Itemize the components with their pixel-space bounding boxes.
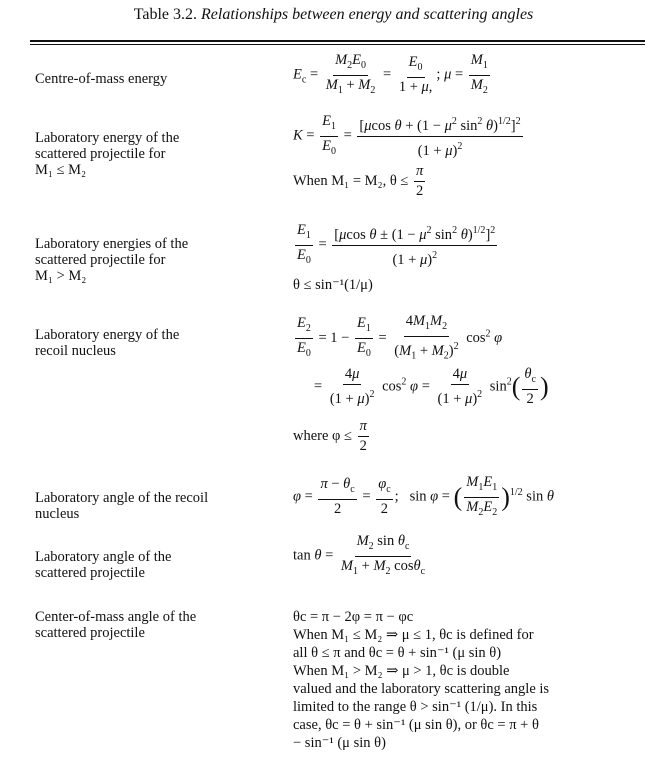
- cm-line-6: limited to the range θ > sin⁻¹ (1/μ). In this: [293, 699, 538, 715]
- cm-line-4: When M₁ > M₂ ⇒ μ > 1, θc is double: [293, 663, 510, 679]
- caption-prefix: Table 3.2.: [133, 6, 198, 23]
- row-label-lab-angle-recoil: Laboratory angle of the recoil nucleus: [35, 490, 209, 522]
- row-label-cm-angle-projectile: Center-of-mass angle of the scattered projectile: [35, 609, 197, 641]
- eq-where-phi: where φ ≤ $\frac{\pi}{2}$: [293, 418, 367, 454]
- row-label-lab-energies-projectile: Laboratory energies of the scattered projectile for M₁ > M₂: [35, 236, 189, 284]
- eq-cm-energy: $E_c$ = $\frac{M_2E_0}{M_1 + M_2}$ = $\frac{E_0}{1 + \mu,}$ ; μ = $\frac{M_1}{M_2}$: [293, 52, 488, 96]
- eq-lab-angle-projectile: tan θ = $\frac{M_2 \sin \theta_c}{M_1 + M_2 \cos\theta_c}$: [293, 533, 426, 577]
- eq-when-equal-masses: When M₁ = M₂, θ ≤ $\frac{\pi}{2}$: [293, 163, 424, 199]
- cm-line-3: all θ ≤ π and θc = θ + sin⁻¹ (μ sin θ): [293, 645, 502, 661]
- eq-lab-energy-projectile: K = $\frac{E_1}{E_0}$ = $\frac{[\mu\cos \theta + (1 - \mu^2 \sin^2 \theta)^{1/2}]^2}{(1 + \mu)^2}$: [293, 113, 521, 159]
- cm-line-8: − sin⁻¹ (μ sin θ): [293, 735, 386, 751]
- top-rule-thin: [30, 44, 645, 45]
- eq-lab-energies-projectile: $\frac{E_1}{E_0}$ = $\frac{[\mu\cos \theta \pm (1 - \mu^2 \sin^2 \theta)^{1/2}]^2}{(1 + \mu)^2}$: [297, 222, 496, 268]
- eq-theta-limit: θ ≤ sin⁻¹(1/μ): [293, 277, 373, 293]
- eq-lab-energy-recoil-1: $\frac{E_2}{E_0}$ = 1 − $\frac{E_1}{E_0}$ = $\frac{4M_1M_2}{(M_1 + M_2)^2}$ $\cos^2 \varphi$: [297, 313, 503, 362]
- cm-line-2: When M₁ ≤ M₂ ⇒ μ ≤ 1, θc is defined for: [293, 627, 534, 643]
- row-label-lab-energy-recoil: Laboratory energy of the recoil nucleus: [35, 327, 180, 359]
- row-label-lab-energy-projectile: Laboratory energy of the scattered projectile for M₁ ≤ M₂: [35, 130, 180, 178]
- eq-lab-angle-recoil: φ = $\frac{\pi - \theta_c}{2}$ = $\frac{\varphi_c}{2}$ ; sin φ = ( $\frac{M_1E_1}{M_2E_2}$ )$^{1/2}$ sin θ: [293, 474, 554, 518]
- top-rule-thick: [30, 40, 645, 42]
- cm-line-1: θc = π − 2φ = π − φc: [293, 609, 414, 625]
- caption-title: Relationships between energy and scattering angles: [201, 6, 534, 23]
- row-label-lab-angle-projectile: Laboratory angle of the scattered projectile: [35, 549, 172, 581]
- eq-cm-angle-block: [293, 608, 549, 752]
- cm-line-5: valued and the laboratory scattering angle is: [293, 681, 550, 697]
- row-label-cm-energy: Centre-of-mass energy: [35, 71, 168, 87]
- table-caption: [0, 6, 667, 24]
- eq-lab-energy-recoil-2: = $\frac{4\mu}{(1 + \mu)^2}$ $\cos^2 \varphi$ = $\frac{4\mu}{(1 + \mu)^2}$ $\sin^2$( $\frac{\theta_c}{2}$ ): [314, 366, 549, 407]
- cm-line-7: case, θc = θ + sin⁻¹ (μ sin θ), or θc = π + θ: [293, 717, 539, 733]
